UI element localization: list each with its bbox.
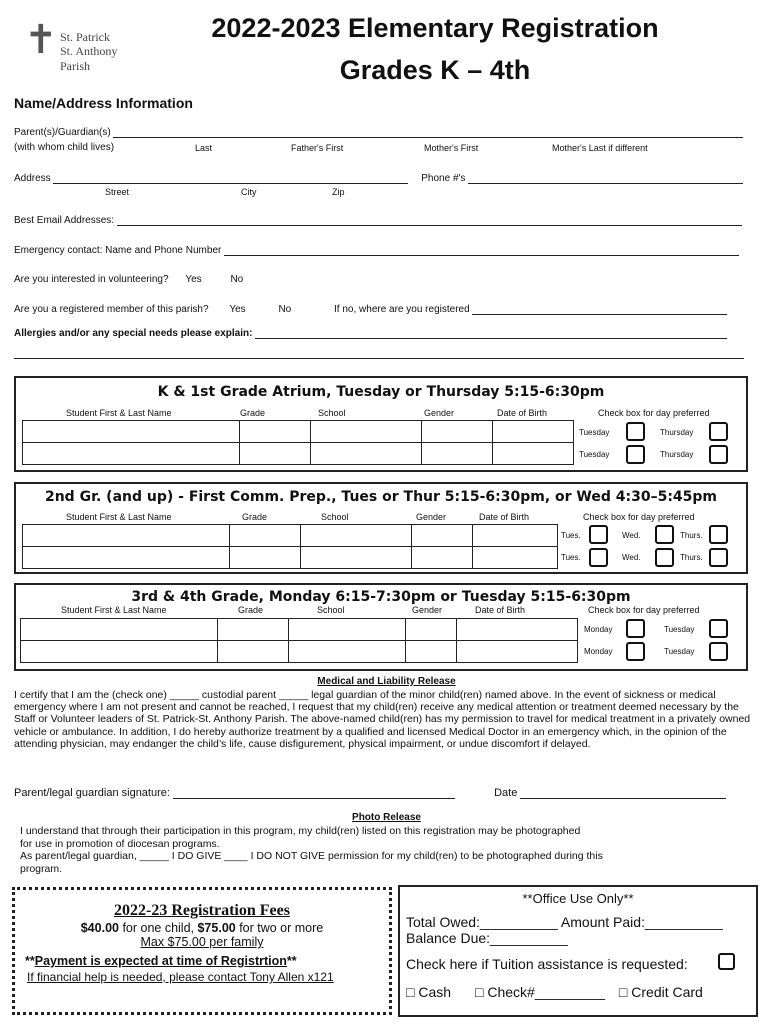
day-label: Thurs. — [680, 531, 703, 540]
phone-field[interactable] — [468, 173, 743, 184]
student-name-cell[interactable] — [21, 619, 218, 641]
thurs-checkbox[interactable] — [709, 525, 728, 544]
payment-note — [25, 954, 389, 968]
day-label: Tuesday — [664, 647, 695, 656]
day-label: Thurs. — [680, 553, 703, 562]
emergency-label: Emergency contact: Name and Phone Number — [14, 245, 222, 256]
page-title: 2022-2023 Elementary Registration — [211, 13, 659, 43]
school-cell[interactable] — [289, 641, 406, 663]
phone-label: Phone #'s — [421, 173, 466, 184]
payment-prefix: ** — [25, 954, 35, 968]
grade-cell[interactable] — [230, 525, 301, 547]
dob-cell[interactable] — [457, 641, 578, 663]
allergies-label: Allergies and/or any special needs please explain: — [14, 328, 253, 339]
email-label: Best Email Addresses: — [14, 215, 115, 226]
cross-icon: ✝ — [24, 17, 58, 63]
street-label: Street — [105, 187, 130, 197]
date-field[interactable] — [520, 788, 726, 799]
day-label: Tuesday — [664, 625, 695, 634]
tuition-checkbox[interactable] — [718, 953, 735, 970]
photo-line: program. — [20, 862, 63, 875]
allergies-line — [14, 328, 727, 339]
name-address-heading: Name/Address Information — [14, 95, 193, 111]
student-name-cell[interactable] — [23, 525, 230, 547]
table-row — [23, 421, 574, 443]
tuition-label: Check here if Tuition assistance is requested: — [406, 956, 688, 972]
col-school: School — [317, 605, 345, 615]
fee-text: for two or more — [235, 921, 324, 935]
fee-one-child: $40.00 — [80, 921, 119, 935]
gender-cell[interactable] — [412, 547, 473, 569]
school-cell[interactable] — [311, 443, 422, 465]
cash-option[interactable]: □ Cash — [406, 984, 452, 1000]
table-row — [23, 525, 558, 547]
col-grade: Grade — [240, 408, 266, 418]
father-first-label: Father's First — [291, 143, 344, 153]
medical-heading: Medical and Liability Release — [317, 676, 456, 687]
col-grade: Grade — [238, 605, 264, 615]
student-name-cell[interactable] — [23, 421, 240, 443]
col-student-name: Student First & Last Name — [66, 512, 172, 522]
fees-amounts — [15, 921, 389, 935]
city-label: City — [241, 187, 257, 197]
photo-line: for use in promotion of diocesan programs. — [20, 837, 220, 850]
photo-line: I understand that through their participation in this program, my child(ren) listed on this registration may be photographed — [20, 825, 581, 837]
page-subtitle: Grades K – 4th — [339, 55, 531, 85]
dob-cell[interactable] — [493, 421, 574, 443]
logo-line2: St. Anthony Parish — [60, 44, 118, 73]
if-no-label: If no, where are you registered — [334, 304, 470, 315]
gender-cell[interactable] — [406, 619, 457, 641]
fee-two-children: $75.00 — [197, 921, 236, 935]
dob-cell[interactable] — [457, 619, 578, 641]
registered-field[interactable] — [472, 304, 727, 315]
payment-text: Payment is expected at time of Registrtion — [34, 954, 287, 968]
gender-cell[interactable] — [422, 421, 493, 443]
col-school: School — [321, 512, 349, 522]
thursday-checkbox[interactable] — [709, 445, 728, 464]
col-dob: Date of Birth — [479, 512, 530, 522]
wed-checkbox[interactable] — [655, 548, 674, 567]
office-heading: **Office Use Only** — [522, 891, 634, 906]
grade3-4-header: 3rd & 4th Grade, Monday 6:15-7:30pm or Tuesday 5:15-6:30pm — [131, 589, 631, 605]
school-cell[interactable] — [301, 525, 412, 547]
financial-help: If financial help is needed, please contact Tony Allen x121 — [27, 970, 334, 984]
col-day-pref: Check box for day preferred — [588, 605, 700, 615]
k1-header: K & 1st Grade Atrium, Tuesday or Thursday 5:15-6:30pm — [157, 384, 605, 400]
email-line — [14, 215, 742, 226]
fees-heading: 2022-23 Registration Fees — [114, 902, 290, 919]
fee-text: for one child, — [118, 921, 198, 935]
grade-cell[interactable] — [230, 547, 301, 569]
student-name-cell[interactable] — [21, 641, 218, 663]
payment-method-line — [406, 984, 756, 1000]
medical-text: I certify that I am the (check one) _____ custodial parent _____ legal guardian of the minor child(ren) named above. In the event of sickness or medical emergency where I am not present and cannot be reached, I request that my child(ren) receive any medical attention or treatment deemed necessary by the Staff or Volunteer leaders of St. Patrick-St. Anthony Parish. The above-named child(ren) has my permission to travel for medical treatment in a privately owned vehicle or ambulance. In addition, I do hereby authorize treatment by a qualified and licensed Medical Doctor in an emergency which, in the opinion of the attending physician, may endanger the child’s life, cause disfigurement, physical impairment, or undue discomfort if delayed. — [14, 689, 751, 750]
owed-paid-line — [406, 914, 756, 930]
grade3-4-section — [14, 583, 748, 671]
allergies-field[interactable] — [255, 328, 727, 339]
col-student-name: Student First & Last Name — [61, 605, 167, 615]
photo-line: As parent/legal guardian, _____ I DO GIVE ____ I DO NOT GIVE permission for my child(ren) to be photographed during this — [20, 850, 603, 862]
day-label: Tues. — [561, 531, 581, 540]
table-row — [21, 619, 578, 641]
volunteer-no[interactable]: No — [230, 274, 244, 285]
office-use-box — [398, 885, 758, 1017]
day-label: Tuesday — [579, 428, 610, 437]
check-option[interactable]: □ Check#_________ — [475, 984, 605, 1000]
fees-max: Max $75.00 per family — [140, 935, 264, 949]
volunteer-yes[interactable]: Yes — [185, 274, 202, 285]
day-label: Wed. — [622, 553, 641, 562]
tues-checkbox[interactable] — [589, 525, 608, 544]
school-cell[interactable] — [301, 547, 412, 569]
day-label: Monday — [584, 625, 613, 634]
date-label: Date — [494, 787, 518, 799]
tuesday-checkbox[interactable] — [626, 422, 645, 441]
tuesday-checkbox[interactable] — [626, 445, 645, 464]
parent-line — [14, 127, 743, 138]
signature-line — [14, 787, 726, 799]
parent-label: Parent(s)/Guardian(s) — [14, 127, 111, 138]
table-row — [23, 443, 574, 465]
col-student-name: Student First & Last Name — [66, 408, 172, 418]
member-yes[interactable]: Yes — [229, 304, 246, 315]
grade-cell[interactable] — [218, 619, 289, 641]
with-whom-label: (with whom child lives) — [14, 142, 115, 153]
dob-cell[interactable] — [473, 525, 558, 547]
tuesday-checkbox[interactable] — [709, 619, 728, 638]
dob-cell[interactable] — [473, 547, 558, 569]
grade-cell[interactable] — [240, 421, 311, 443]
student-name-cell[interactable] — [23, 443, 240, 465]
mother-first-label: Mother's First — [424, 143, 479, 153]
address-label: Address — [14, 173, 51, 184]
thursday-checkbox[interactable] — [709, 422, 728, 441]
day-label: Thursday — [660, 450, 694, 459]
volunteer-line — [14, 274, 243, 285]
col-day-pref: Check box for day preferred — [598, 408, 710, 418]
first-comm-section — [14, 482, 748, 574]
logo-line1: St. Patrick — [60, 30, 110, 44]
first-comm-student-table — [22, 524, 558, 569]
email-field[interactable] — [117, 215, 742, 226]
col-school: School — [318, 408, 346, 418]
day-label: Wed. — [622, 531, 641, 540]
payment-suffix: ** — [286, 954, 297, 968]
grade3-4-student-table — [20, 618, 578, 663]
day-label: Tues. — [561, 553, 581, 562]
volunteer-label: Are you interested in volunteering? — [14, 274, 169, 285]
tues-checkbox[interactable] — [589, 548, 608, 567]
registration-fees-box — [12, 887, 392, 1015]
emergency-field[interactable] — [224, 245, 739, 256]
student-name-cell[interactable] — [23, 547, 230, 569]
balance-due: Balance Due:__________ — [406, 930, 568, 946]
day-label: Thursday — [660, 428, 694, 437]
tuition-line — [406, 956, 756, 972]
gender-cell[interactable] — [412, 525, 473, 547]
amount-paid: Amount Paid:__________ — [560, 914, 723, 930]
day-label: Monday — [584, 647, 613, 656]
signature-label: Parent/legal guardian signature: — [14, 787, 170, 799]
member-no[interactable]: No — [278, 304, 292, 315]
member-line — [14, 304, 727, 315]
zip-label: Zip — [332, 187, 345, 197]
col-day-pref: Check box for day preferred — [583, 512, 695, 522]
gender-cell[interactable] — [406, 641, 457, 663]
k1-section — [14, 376, 748, 472]
monday-checkbox[interactable] — [626, 619, 645, 638]
parent-field[interactable] — [113, 127, 743, 138]
address-field[interactable] — [53, 173, 408, 184]
photo-text — [20, 825, 755, 875]
wed-checkbox[interactable] — [655, 525, 674, 544]
emergency-line — [14, 245, 739, 256]
k1-student-table — [22, 420, 574, 465]
col-gender: Gender — [416, 512, 447, 522]
table-row — [21, 641, 578, 663]
last-label: Last — [195, 143, 213, 153]
address-line — [14, 173, 743, 184]
allergies-field-2[interactable] — [14, 358, 744, 359]
gender-cell[interactable] — [422, 443, 493, 465]
grade-cell[interactable] — [218, 641, 289, 663]
tuesday-checkbox[interactable] — [709, 642, 728, 661]
col-grade: Grade — [242, 512, 268, 522]
col-dob: Date of Birth — [475, 605, 526, 615]
parish-logo — [20, 17, 150, 73]
photo-heading: Photo Release — [352, 812, 421, 823]
signature-field[interactable] — [173, 788, 455, 799]
first-comm-header: 2nd Gr. (and up) - First Comm. Prep., Tues or Thur 5:15-6:30pm, or Wed 4:30–5:45pm — [44, 489, 718, 505]
monday-checkbox[interactable] — [626, 642, 645, 661]
total-owed: Total Owed:__________ — [406, 914, 558, 930]
col-dob: Date of Birth — [497, 408, 548, 418]
col-gender: Gender — [424, 408, 455, 418]
dob-cell[interactable] — [493, 443, 574, 465]
school-cell[interactable] — [311, 421, 422, 443]
grade-cell[interactable] — [240, 443, 311, 465]
school-cell[interactable] — [289, 619, 406, 641]
col-gender: Gender — [412, 605, 443, 615]
credit-card-option[interactable]: □ Credit Card — [618, 984, 703, 1000]
day-label: Tuesday — [579, 450, 610, 459]
table-row — [23, 547, 558, 569]
member-label: Are you a registered member of this parish? — [14, 304, 209, 315]
thurs-checkbox[interactable] — [709, 548, 728, 567]
mother-last-label: Mother's Last if different — [552, 143, 648, 153]
